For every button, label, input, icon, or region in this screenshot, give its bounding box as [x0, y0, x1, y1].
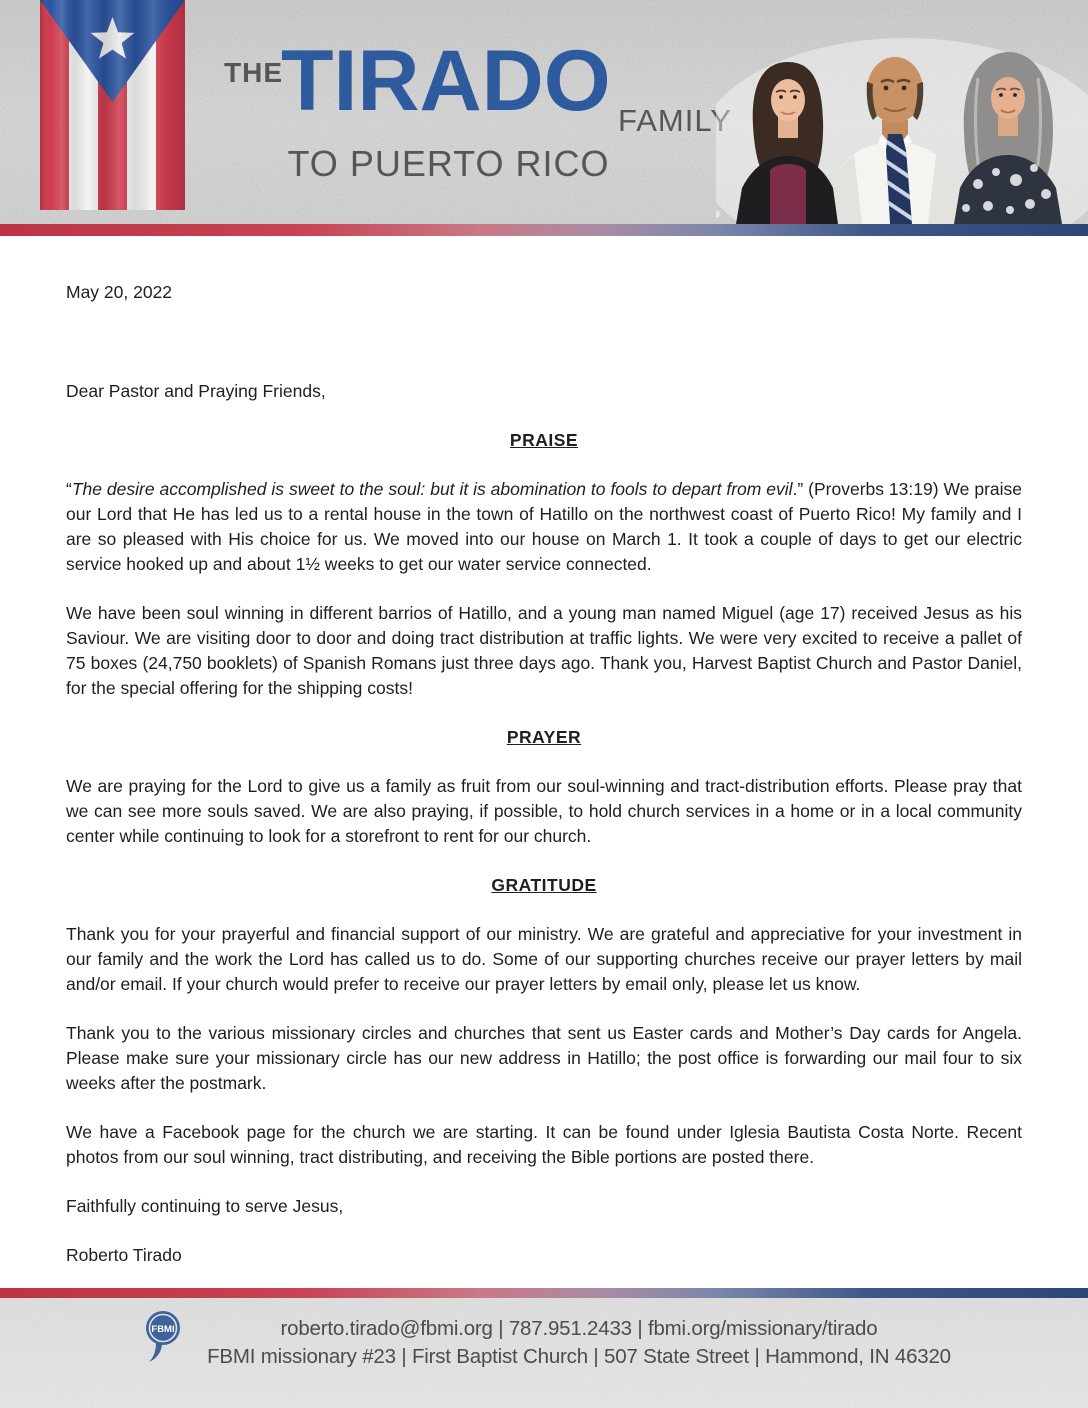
fbmi-logo-text: FBMI [151, 1324, 175, 1335]
letter-body [0, 236, 1088, 1288]
praise-paragraph-1-text: We praise our Lord that He has led us to a rental house in the town of Hatillo on the northwest coast of Puerto Rico! My family and I are so pleased with His choice for us. We moved into our house on March 1. It took a couple of days to get our electric service hooked up and about 1½ weeks to get our water service connected. [66, 479, 1022, 574]
masthead-pre-title: THE [224, 57, 283, 88]
footer-contact-line-2: FBMI missionary #23 | First Baptist Church | 507 State Street | Hammond, IN 46320 [207, 1344, 951, 1368]
footer-contact-line-1: roberto.tirado@fbmi.org | 787.951.2433 | fbmi.org/missionary/tirado [280, 1317, 878, 1340]
footer-divider [0, 1288, 1088, 1298]
footer-body [0, 1298, 1088, 1408]
masthead-tagline: TO PUERTO RICO [287, 143, 610, 184]
scripture-reference: (Proverbs 13:19) [803, 479, 944, 499]
closing-line: Faithfully continuing to serve Jesus, [66, 1196, 344, 1216]
praise-paragraph-1 [66, 477, 1022, 577]
masthead [0, 0, 1088, 224]
masthead-family-name: TIRADO [281, 33, 611, 129]
section-heading-gratitude: GRATITUDE [491, 875, 597, 895]
puerto-rico-flag-icon [40, 0, 185, 212]
quote-open-mark: “ [66, 479, 72, 499]
gratitude-paragraph-3: We have a Facebook page for the church we are starting. It can be found under Iglesia Bautista Costa Norte. Recent photos from our soul winning, tract distributing, and receiving the Bible portions are posted there. [66, 1122, 1022, 1167]
gratitude-paragraph-1: Thank you for your prayerful and financial support of our ministry. We are grateful and appreciative for your investment in our family and the work the Lord has called us to do. Some of our supporting churches receive our prayer letters by mail and/or email. If your church would prefer to receive our prayer letters by email only, please let us know. [66, 924, 1022, 994]
masthead-post-title: FAMILY [618, 103, 732, 138]
praise-paragraph-2: We have been soul winning in different barrios of Hatillo, and a young man named Miguel (age 17) received Jesus as his Saviour. We are visiting door to door and doing tract distribution at traffic lights. We were very excited to receive a pallet of 75 boxes (24,750 booklets) of Spanish Romans just three days ago. Thank you, Harvest Baptist Church and Pastor Daniel, for the special offering for the shipping costs! [66, 603, 1022, 698]
gratitude-paragraph-2: Thank you to the various missionary circles and churches that sent us Easter cards and Mother’s Day cards for Angela. Please make sure your missionary circle has our new address in Hatillo; the post office is forwarding our mail four to six weeks after the postmark. [66, 1023, 1022, 1093]
page-footer [0, 1288, 1088, 1408]
letter-date: May 20, 2022 [66, 282, 173, 302]
footer-contact-lines [0, 1315, 1088, 1370]
prayer-paragraph-1: We are praying for the Lord to give us a family as fruit from our soul-winning and tract-distribution efforts. Please pray that we can see more souls saved. We are also praying, if possible, to hold church services in a home or in a local community center while continuing to look for a storefront to rent for our church. [66, 776, 1022, 846]
quote-close-mark: .” [792, 479, 804, 499]
scripture-quote: The desire accomplished is sweet to the soul: but it is abomination to fools to depart from evil [71, 479, 793, 499]
masthead-divider [0, 224, 1088, 236]
salutation: Dear Pastor and Praying Friends, [66, 381, 326, 401]
signature-name: Roberto Tirado [66, 1245, 182, 1265]
section-heading-prayer: PRAYER [506, 727, 582, 747]
family-photo [716, 38, 1088, 224]
section-heading-praise: PRAISE [509, 430, 579, 450]
